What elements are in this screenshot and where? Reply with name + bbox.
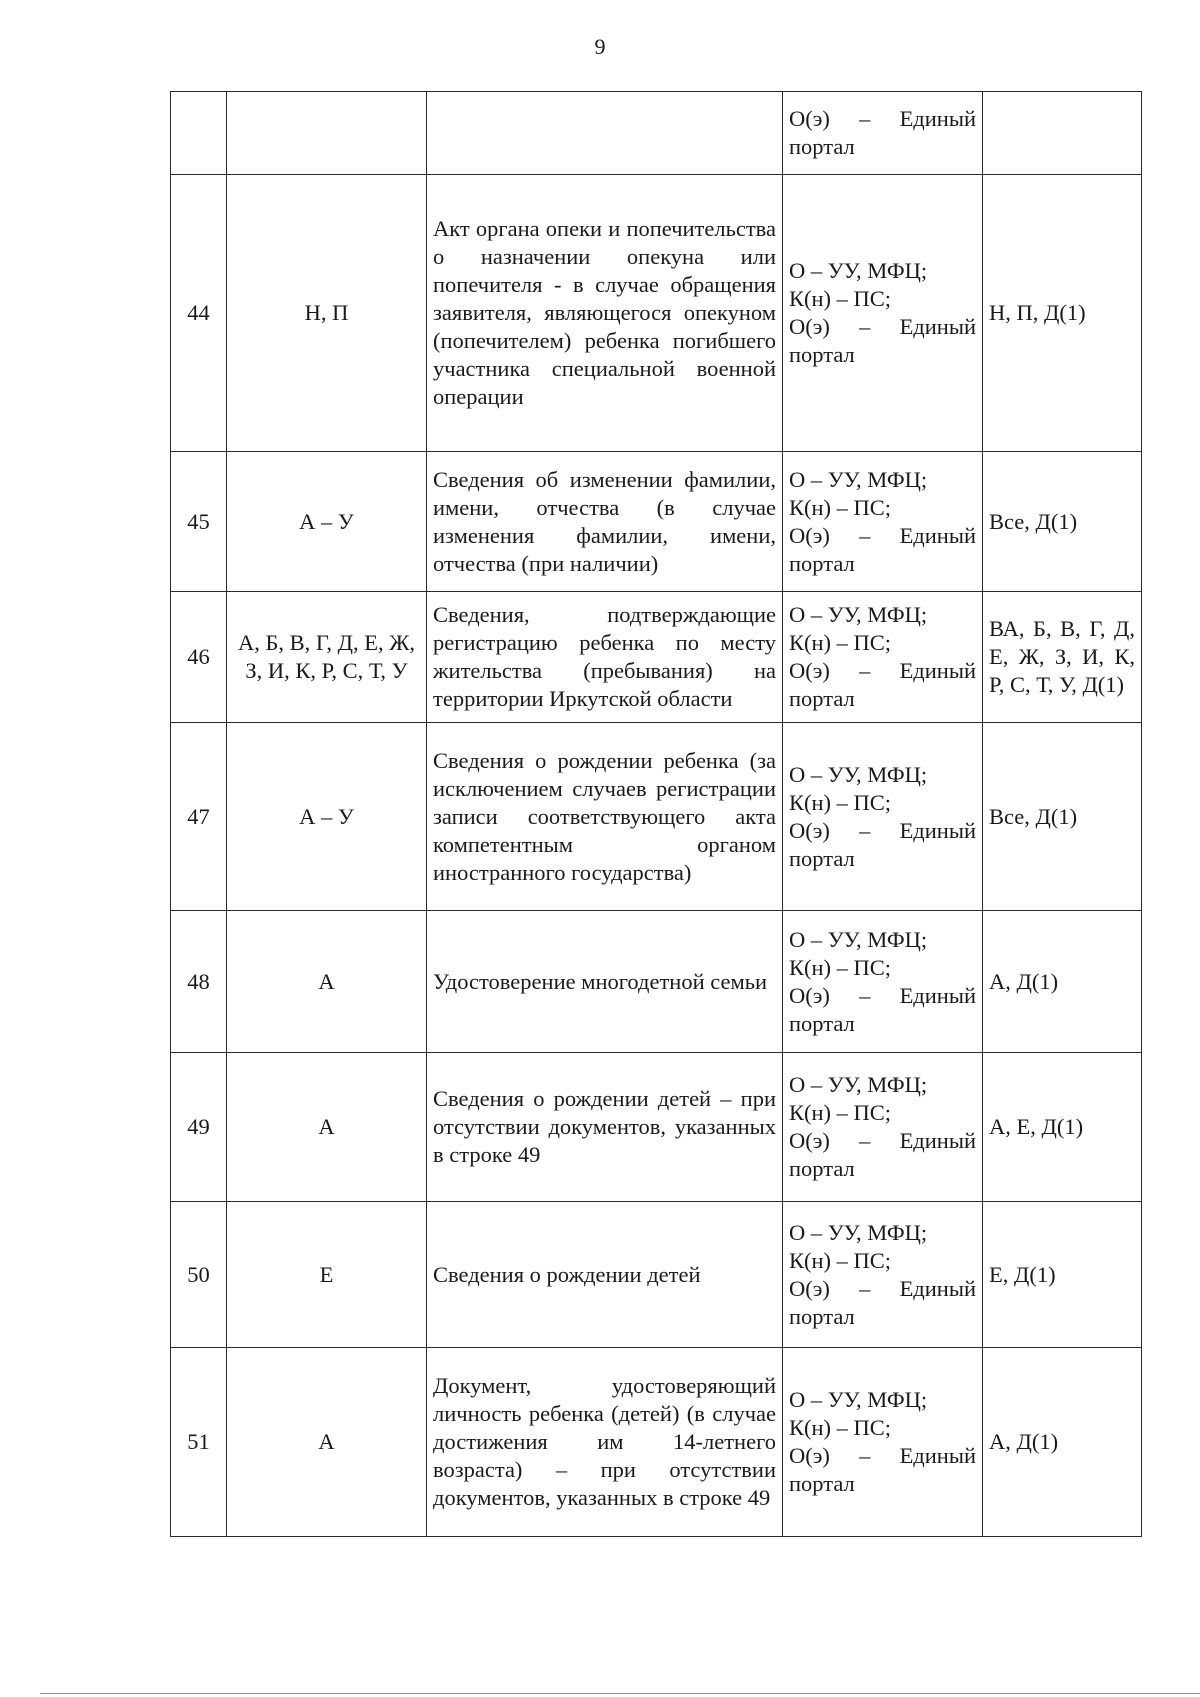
row-category: Н, П	[227, 175, 427, 452]
row-description: Сведения о рождении ребенка (за исключением случаев регистрации записи соответствующего акта компетентным органом иностранного государства)	[427, 723, 783, 911]
table-row	[171, 592, 1142, 723]
row-category: А	[227, 1348, 427, 1537]
row-category	[227, 92, 427, 175]
row-applies: А, Е, Д(1)	[983, 1053, 1142, 1202]
row-category: Е	[227, 1202, 427, 1348]
row-applies: Все, Д(1)	[983, 723, 1142, 911]
table-row	[171, 1348, 1142, 1537]
row-source: О – УУ, МФЦ; К(н) – ПС; О(э) – Единый портал	[783, 1348, 983, 1537]
table-row	[171, 911, 1142, 1053]
table-row	[171, 92, 1142, 175]
row-description: Сведения о рождении детей	[427, 1202, 783, 1348]
row-category: А – У	[227, 723, 427, 911]
table-row	[171, 1053, 1142, 1202]
table-row	[171, 452, 1142, 592]
row-number: 44	[171, 175, 227, 452]
page-bottom-divider	[40, 1693, 1200, 1694]
row-number: 51	[171, 1348, 227, 1537]
row-description: Сведения, подтверждающие регистрацию ребенка по месту жительства (пребывания) на территории Иркутской области	[427, 592, 783, 723]
row-source: О – УУ, МФЦ; К(н) – ПС; О(э) – Единый портал	[783, 911, 983, 1053]
row-description	[427, 92, 783, 175]
row-category: А	[227, 1053, 427, 1202]
row-applies: Е, Д(1)	[983, 1202, 1142, 1348]
row-number	[171, 92, 227, 175]
row-category: А – У	[227, 452, 427, 592]
row-number: 49	[171, 1053, 227, 1202]
row-source: О – УУ, МФЦ; К(н) – ПС; О(э) – Единый портал	[783, 723, 983, 911]
row-number: 48	[171, 911, 227, 1053]
row-applies: А, Д(1)	[983, 911, 1142, 1053]
page-number: 9	[594, 34, 606, 59]
documents-table	[170, 91, 1142, 1537]
row-applies: Все, Д(1)	[983, 452, 1142, 592]
row-description: Сведения о рождении детей – при отсутствии документов, указанных в строке 49	[427, 1053, 783, 1202]
row-source: О – УУ, МФЦ; К(н) – ПС; О(э) – Единый портал	[783, 452, 983, 592]
row-source: О – УУ, МФЦ; К(н) – ПС; О(э) – Единый портал	[783, 1202, 983, 1348]
row-number: 46	[171, 592, 227, 723]
table-row	[171, 723, 1142, 911]
row-description: Документ, удостоверяющий личность ребенка (детей) (в случае достижения им 14-летнего возраста) – при отсутствии документов, указанных в строке 49	[427, 1348, 783, 1537]
row-applies: А, Д(1)	[983, 1348, 1142, 1537]
row-number: 45	[171, 452, 227, 592]
row-number: 47	[171, 723, 227, 911]
row-source: О – УУ, МФЦ; К(н) – ПС; О(э) – Единый портал	[783, 1053, 983, 1202]
row-category: А	[227, 911, 427, 1053]
row-description: Удостоверение многодетной семьи	[427, 911, 783, 1053]
row-source: О(э) – Единый портал	[783, 92, 983, 175]
row-applies	[983, 92, 1142, 175]
table-row	[171, 1202, 1142, 1348]
row-description: Сведения об изменении фамилии, имени, отчества (в случае изменения фамилии, имени, отчества (при наличии)	[427, 452, 783, 592]
row-number: 50	[171, 1202, 227, 1348]
table-row	[171, 175, 1142, 452]
row-description: Акт органа опеки и попечительства о назначении опекуна или попечителя - в случае обращения заявителя, являющегося опекуном (попечителем) ребенка погибшего участника специальной военной операции	[427, 175, 783, 452]
row-applies: Н, П, Д(1)	[983, 175, 1142, 452]
row-source: О – УУ, МФЦ; К(н) – ПС; О(э) – Единый портал	[783, 592, 983, 723]
row-source: О – УУ, МФЦ; К(н) – ПС; О(э) – Единый портал	[783, 175, 983, 452]
row-category: А, Б, В, Г, Д, Е, Ж, З, И, К, Р, С, Т, У	[227, 592, 427, 723]
row-applies: ВА, Б, В, Г, Д, Е, Ж, З, И, К, Р, С, Т, У, Д(1)	[983, 592, 1142, 723]
